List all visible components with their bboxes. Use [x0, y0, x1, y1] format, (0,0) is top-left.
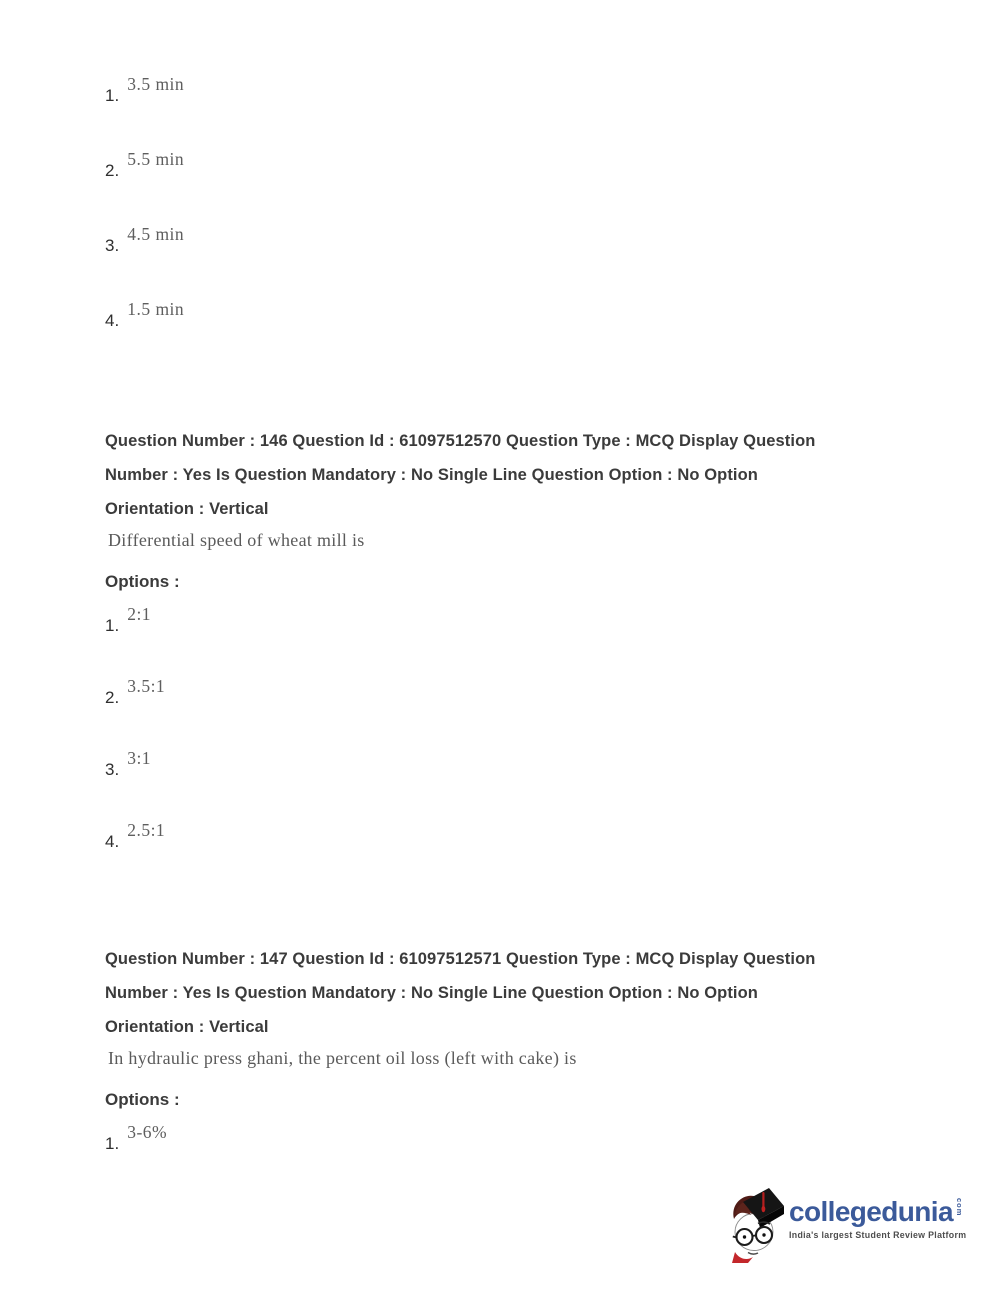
- question-header: [105, 942, 895, 1044]
- options-label: Options :: [105, 572, 180, 591]
- option-value: 3:1: [127, 748, 152, 768]
- option-row: [105, 224, 185, 259]
- option-number: 2.: [105, 161, 120, 180]
- option-row: [105, 1122, 895, 1157]
- question-147-block: [105, 942, 895, 1205]
- option-row: [105, 299, 185, 334]
- carryover-options-block: [105, 74, 185, 385]
- brand-row: [789, 1198, 966, 1226]
- option-value: 1.5 min: [127, 299, 185, 319]
- option-number: 3.: [105, 236, 120, 255]
- option-value: 3.5:1: [127, 676, 166, 696]
- question-header-line: Number : Yes Is Question Mandatory : No Single Line Question Option : No Option: [105, 466, 758, 484]
- option-value: 2.5:1: [127, 820, 166, 840]
- option-number: 1.: [105, 616, 120, 635]
- collegedunia-logo: [727, 1185, 977, 1269]
- option-number: 2.: [105, 688, 120, 707]
- option-row: [105, 74, 185, 109]
- options-list: [105, 604, 895, 855]
- question-text: In hydraulic press ghani, the percent oil loss (left with cake) is: [108, 1048, 577, 1068]
- brand-name: collegedunia: [789, 1196, 953, 1227]
- logo-text: [789, 1185, 966, 1241]
- question-header: [105, 424, 895, 526]
- option-number: 4.: [105, 832, 120, 851]
- question-header-line: Question Number : 146 Question Id : 61097512570 Question Type : MCQ Display Question: [105, 432, 816, 450]
- option-value: 5.5 min: [127, 149, 185, 169]
- option-number: 4.: [105, 311, 120, 330]
- question-header-line: Orientation : Vertical: [105, 1018, 269, 1036]
- collegedunia-mascot-icon: [727, 1185, 785, 1263]
- option-row: [105, 820, 895, 855]
- question-header-line: Number : Yes Is Question Mandatory : No Single Line Question Option : No Option: [105, 984, 758, 1002]
- question-146-block: [105, 424, 895, 903]
- question-text: Differential speed of wheat mill is: [108, 530, 365, 550]
- option-value: 2:1: [127, 604, 152, 624]
- option-value: 4.5 min: [127, 224, 185, 244]
- option-row: [105, 676, 895, 711]
- option-row: [105, 748, 895, 783]
- option-row: [105, 149, 185, 184]
- option-number: 1.: [105, 86, 120, 105]
- option-number: 3.: [105, 760, 120, 779]
- options-label: Options :: [105, 1090, 180, 1109]
- brand-tagline: India's largest Student Review Platform: [789, 1230, 967, 1240]
- option-value: 3.5 min: [127, 74, 185, 94]
- option-row: [105, 604, 895, 639]
- brand-domain-suffix: com: [954, 1198, 964, 1217]
- question-header-line: Orientation : Vertical: [105, 500, 269, 518]
- options-list: [105, 1122, 895, 1157]
- question-header-line: Question Number : 147 Question Id : 61097512571 Question Type : MCQ Display Question: [105, 950, 816, 968]
- option-value: 3-6%: [127, 1122, 168, 1142]
- option-number: 1.: [105, 1134, 120, 1153]
